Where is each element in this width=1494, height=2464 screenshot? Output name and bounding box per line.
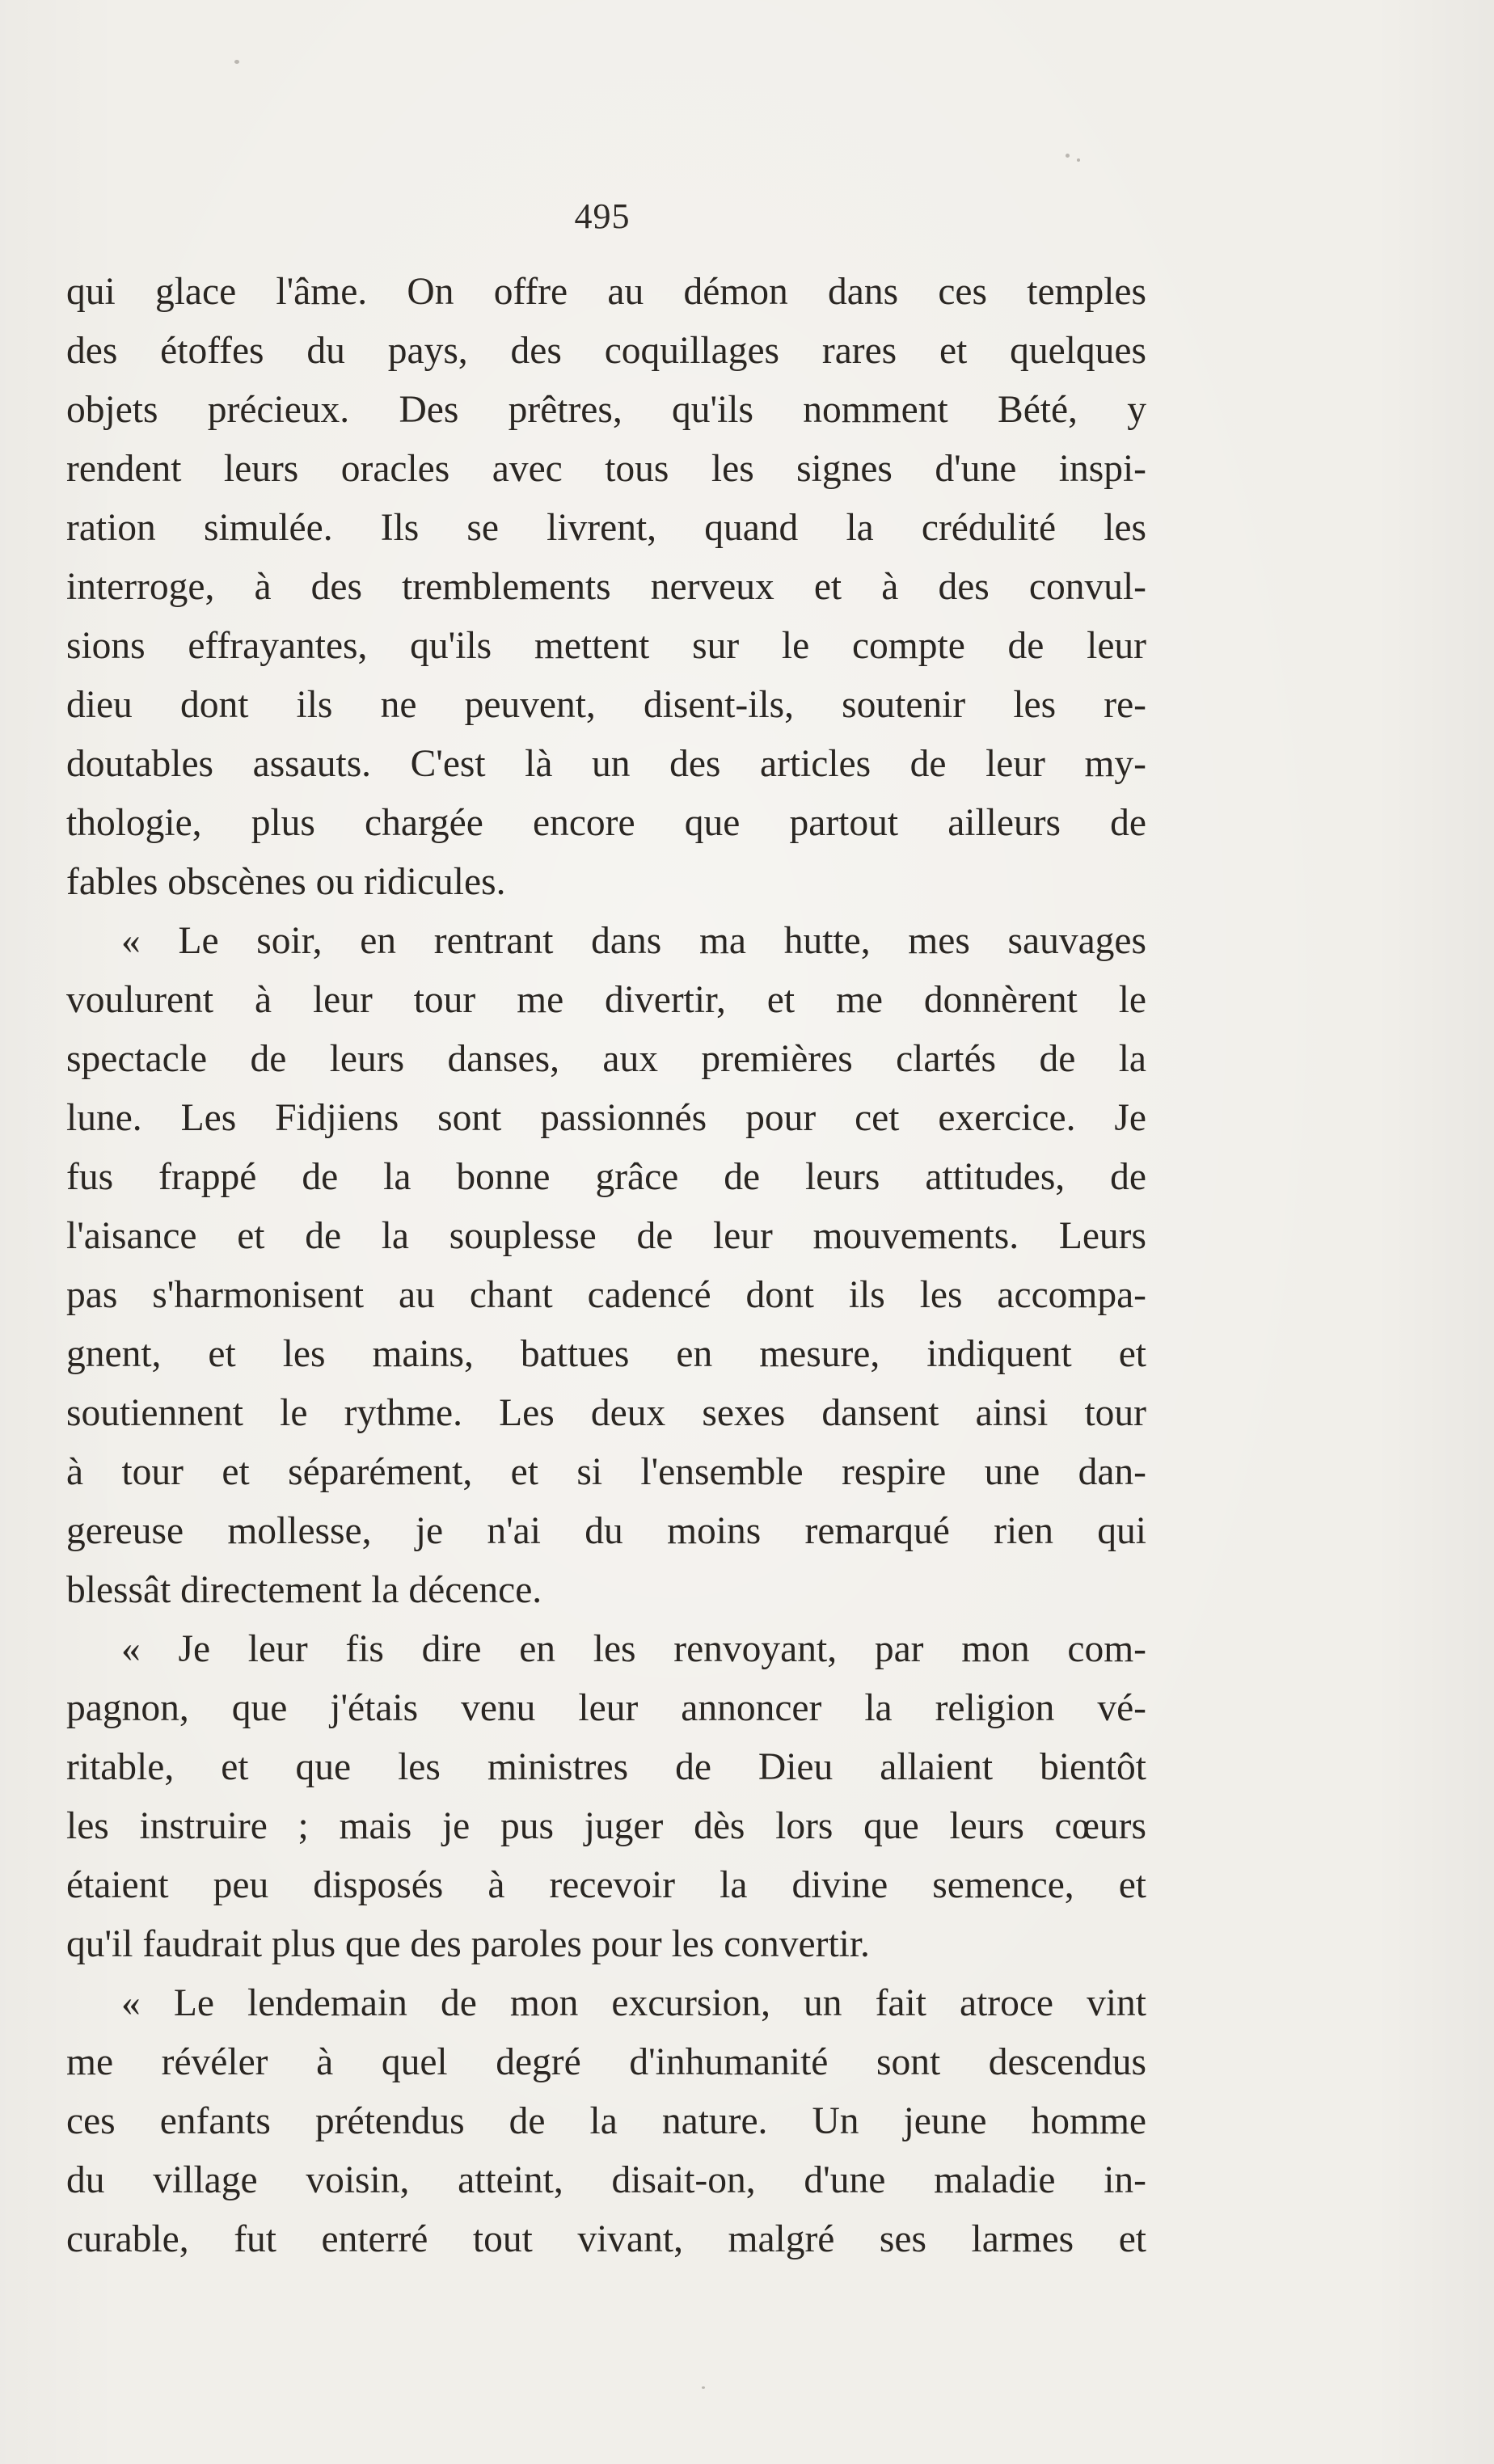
text-line: ritable, et que les ministres de Dieu allaient bientôt (66, 1746, 1146, 1788)
text-line: soutiennent le rythme. Les deux sexes dansent ainsi tour (66, 1392, 1146, 1434)
text-line: à tour et séparément, et si l'ensemble respire une dan- (66, 1451, 1146, 1493)
text-line: curable, fut enterré tout vivant, malgré ses larmes et (66, 2218, 1146, 2260)
text-line: interroge, à des tremblements nerveux et à des convul- (66, 566, 1146, 608)
text-line: lune. Les Fidjiens sont passionnés pour cet exercice. Je (66, 1097, 1146, 1139)
text-line: « Je leur fis dire en les renvoyant, par mon com- (121, 1628, 1146, 1670)
paper-speck (702, 2386, 705, 2389)
text-line: sions effrayantes, qu'ils mettent sur le compte de leur (66, 625, 1146, 667)
text-line: pagnon, que j'étais venu leur annoncer la religion vé- (66, 1687, 1146, 1729)
text-line: ration simulée. Ils se livrent, quand la crédulité les (66, 507, 1146, 549)
paper-speck (234, 60, 239, 64)
text-line: ces enfants prétendus de la nature. Un jeune homme (66, 2100, 1146, 2142)
text-line: dieu dont ils ne peuvent, disent-ils, soutenir les re- (66, 684, 1146, 726)
text-line: « Le lendemain de mon excursion, un fait atroce vint (121, 1982, 1146, 2024)
text-line: pas s'harmonisent au chant cadencé dont ils les accompa- (66, 1274, 1146, 1316)
text-line: gereuse mollesse, je n'ai du moins remarqué rien qui (66, 1510, 1146, 1552)
text-line: rendent leurs oracles avec tous les signes d'une inspi- (66, 448, 1146, 490)
text-line: qui glace l'âme. On offre au démon dans ces temples (66, 271, 1146, 313)
text-line: voulurent à leur tour me divertir, et me donnèrent le (66, 979, 1146, 1021)
paper-speck (1077, 158, 1080, 162)
text-line: les instruire ; mais je pus juger dès lors que leurs cœurs (66, 1805, 1146, 1847)
text-line: fus frappé de la bonne grâce de leurs attitudes, de (66, 1156, 1146, 1198)
text-line: spectacle de leurs danses, aux premières clartés de la (66, 1038, 1146, 1080)
text-line: des étoffes du pays, des coquillages rares et quelques (66, 330, 1146, 372)
text-line: gnent, et les mains, battues en mesure, indiquent et (66, 1333, 1146, 1375)
paper-speck (1066, 154, 1070, 158)
text-line: blessât directement la décence. (66, 1569, 542, 1611)
text-line: qu'il faudrait plus que des paroles pour les convertir. (66, 1923, 870, 1965)
text-line: thologie, plus chargée encore que partout ailleurs de (66, 802, 1146, 844)
text-line: « Le soir, en rentrant dans ma hutte, mes sauvages (121, 920, 1146, 962)
text-line: doutables assauts. C'est là un des articles de leur my- (66, 743, 1146, 785)
body-text (66, 263, 1146, 2269)
text-line: fables obscènes ou ridicules. (66, 861, 506, 903)
text-line: du village voisin, atteint, disait-on, d'une maladie in- (66, 2159, 1146, 2201)
text-line: me révéler à quel degré d'inhumanité sont descendus (66, 2041, 1146, 2083)
text-line: l'aisance et de la souplesse de leur mouvements. Leurs (66, 1215, 1146, 1257)
text-line: étaient peu disposés à recevoir la divine semence, et (66, 1864, 1146, 1906)
text-line: objets précieux. Des prêtres, qu'ils nomment Bété, y (66, 389, 1146, 431)
page-number: 495 (574, 196, 631, 236)
